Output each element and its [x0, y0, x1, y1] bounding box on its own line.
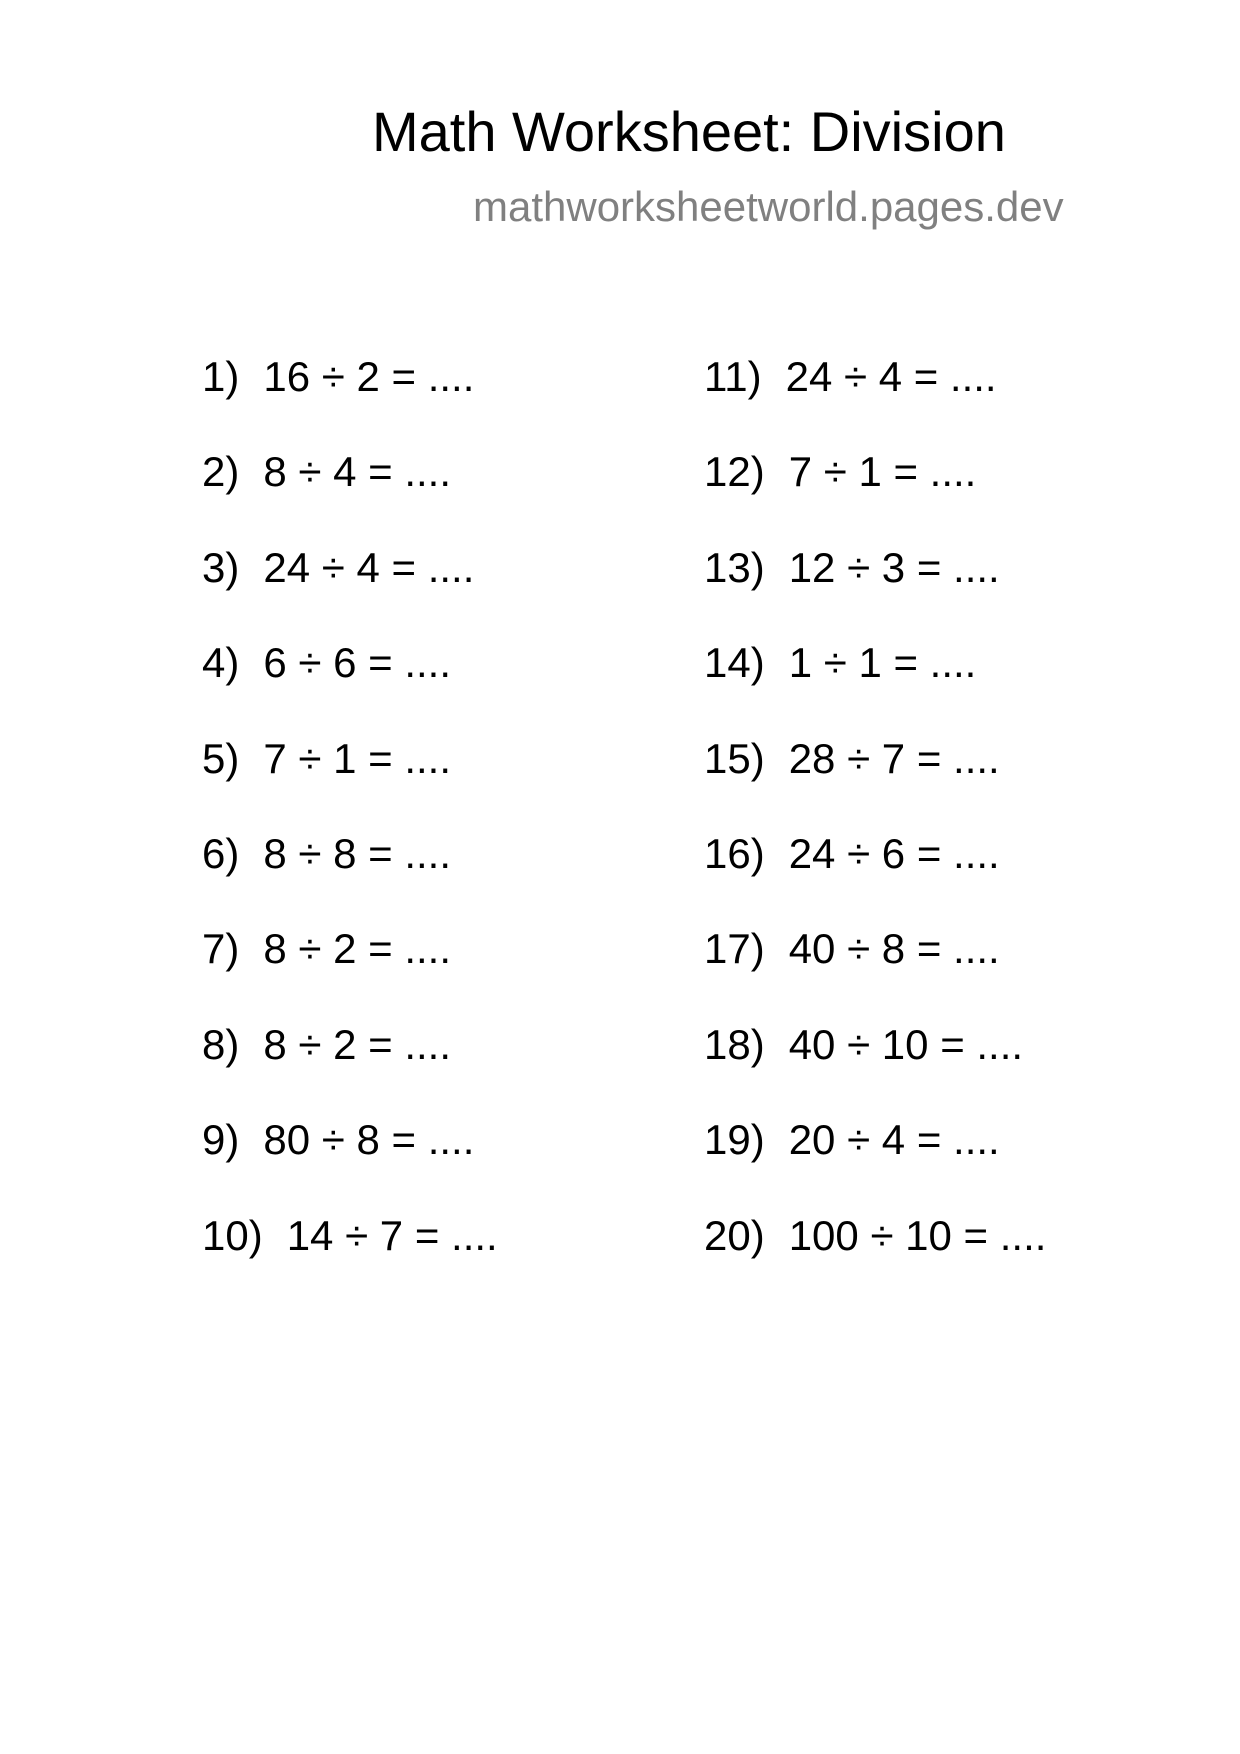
problem-expression: 28 ÷ 7 = .... — [788, 734, 1000, 782]
problem-5 — [202, 734, 498, 829]
problem-12 — [704, 447, 1046, 542]
problem-expression: 20 ÷ 4 = .... — [788, 1116, 1000, 1164]
problem-number: 14) — [704, 639, 765, 687]
problem-expression: 24 ÷ 4 = .... — [263, 543, 475, 591]
problem-expression: 16 ÷ 2 = .... — [263, 353, 475, 400]
problem-9 — [202, 1115, 498, 1210]
problem-expression: 80 ÷ 8 = .... — [263, 1116, 475, 1164]
problem-number: 11) — [704, 353, 762, 400]
problem-16 — [704, 829, 1046, 924]
problem-expression: 12 ÷ 3 = .... — [788, 543, 1000, 591]
problem-number: 20) — [704, 1211, 765, 1259]
problem-expression: 8 ÷ 8 = .... — [263, 829, 452, 877]
problem-expression: 40 ÷ 8 = .... — [788, 925, 1000, 973]
problem-10 — [202, 1211, 498, 1306]
problem-14 — [704, 638, 1046, 733]
problem-number: 3) — [202, 543, 240, 591]
problem-expression: 6 ÷ 6 = .... — [263, 639, 452, 687]
problem-expression: 7 ÷ 1 = .... — [263, 734, 452, 782]
problem-expression: 7 ÷ 1 = .... — [788, 448, 977, 496]
problem-number: 5) — [202, 734, 240, 782]
problem-list-right — [704, 352, 1046, 1306]
problem-7 — [202, 924, 498, 1019]
problem-number: 18) — [704, 1020, 765, 1068]
problem-11 — [704, 352, 1046, 447]
problem-number: 12) — [704, 448, 765, 496]
problem-17 — [704, 924, 1046, 1019]
problem-expression: 8 ÷ 2 = .... — [263, 925, 452, 973]
problem-20 — [704, 1211, 1046, 1306]
problem-expression: 100 ÷ 10 = .... — [788, 1211, 1047, 1259]
problem-expression: 24 ÷ 6 = .... — [788, 829, 1000, 877]
problem-expression: 24 ÷ 4 = .... — [785, 353, 997, 400]
problem-number: 15) — [704, 734, 765, 782]
problem-3 — [202, 543, 498, 638]
problem-6 — [202, 829, 498, 924]
problem-number: 17) — [704, 925, 765, 973]
problem-list-left — [202, 352, 498, 1306]
problem-1 — [202, 352, 498, 447]
problem-expression: 8 ÷ 2 = .... — [263, 1020, 452, 1068]
problem-13 — [704, 543, 1046, 638]
problem-number: 13) — [704, 543, 765, 591]
page-subtitle: mathworksheetworld.pages.dev — [473, 183, 1064, 230]
problem-4 — [202, 638, 498, 733]
problem-19 — [704, 1115, 1046, 1210]
problem-expression: 14 ÷ 7 = .... — [286, 1211, 498, 1259]
problem-8 — [202, 1020, 498, 1115]
problem-number: 19) — [704, 1116, 765, 1164]
problem-18 — [704, 1020, 1046, 1115]
problem-expression: 8 ÷ 4 = .... — [263, 448, 452, 496]
problem-number: 16) — [704, 829, 765, 877]
problem-number: 2) — [202, 448, 240, 496]
problem-number: 6) — [202, 829, 240, 877]
problem-number: 4) — [202, 639, 240, 687]
problem-number: 1) — [202, 353, 240, 400]
problem-expression: 1 ÷ 1 = .... — [788, 639, 977, 687]
page-title: Math Worksheet: Division — [372, 100, 1006, 163]
problem-15 — [704, 734, 1046, 829]
problem-number: 9) — [202, 1116, 240, 1164]
problem-number: 7) — [202, 925, 240, 973]
problem-expression: 40 ÷ 10 = .... — [788, 1020, 1024, 1068]
problem-2 — [202, 447, 498, 542]
problem-number: 8) — [202, 1020, 240, 1068]
problem-number: 10) — [202, 1211, 263, 1259]
